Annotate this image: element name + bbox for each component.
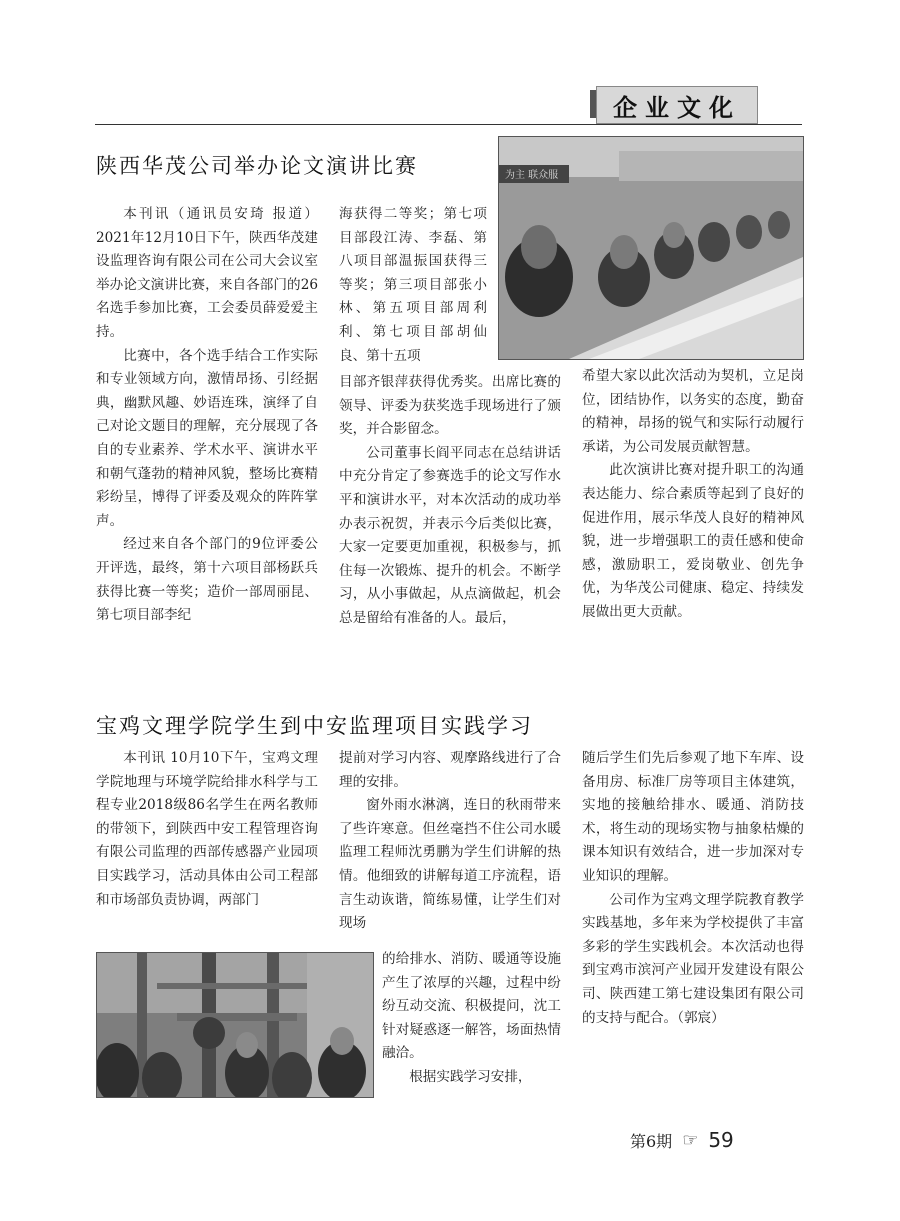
article1-paragraph: 本刊讯（通讯员安琦 报道）2021年12月10日下午，陕西华茂建设监理咨询有限公司在公司大会议室举办论文演讲比赛，来自各部门的26名选手参加比赛，工会委员薛爱爱主持。 <box>96 206 318 340</box>
article2-paragraph: 窗外雨水淋漓，连日的秋雨带来了些许寒意。但丝毫挡不住公司水暖监理工程师沈勇鹏为学生们讲解的热情。他细致的讲解每道工序流程，语言生动诙谐，简练易懂，让学生们对现场 <box>339 797 561 932</box>
site-visit-photo-image <box>97 953 373 1097</box>
photo-banner-text: 为主 联众服 <box>505 170 559 181</box>
article1-paragraph: 海获得二等奖；第七项目部段江涛、李磊、第八项目部温振国获得三等奖；第三项目部张小林、第五项目部周利利、第七项目部胡仙良、第十五项 <box>339 206 487 364</box>
article1-photo <box>498 136 804 360</box>
article1-column-2-bottom <box>339 371 561 691</box>
article2-column-1 <box>96 747 318 947</box>
section-label: 企业文化 <box>613 93 741 122</box>
article1-paragraph: 经过来自各个部门的9位评委公开评选，最终，第十六项目部杨跃兵获得比赛一等奖；造价一部周丽昆、第七项目部李纪 <box>96 536 318 624</box>
article2-paragraph: 提前对学习内容、观摩路线进行了合理的安排。 <box>339 750 561 790</box>
article2-paragraph: 随后学生们先后参观了地下车库、设备用房、标准厂房等项目主体建筑，实地的接触给排水、暖通、消防技术，将生动的现场实物与抽象枯燥的课本知识有效结合，进一步加深对专业知识的理解。 <box>582 750 804 884</box>
article2-photo <box>96 952 374 1098</box>
article2-paragraph: 本刊讯 10月10下午，宝鸡文理学院地理与环境学院给排水科学与工程专业2018级86名学生在两名教师的带领下，到陕西中安工程管理咨询有限公司监理的西部传感器产业园项目实践学习，活动具体由公司工程部和市场部负责协调，两部门 <box>96 750 318 908</box>
issue-number: 第6期 <box>630 1131 673 1151</box>
article1-column-1 <box>96 203 318 683</box>
article1-title: 陕西华茂公司举办论文演讲比赛 <box>96 154 418 178</box>
article2-paragraph: 的给排水、消防、暖通等设施产生了浓厚的兴趣，过程中纷纷互动交流、积极提问，沈工针对疑惑逐一解答，场面热情融洽。 <box>382 951 561 1062</box>
article2-title: 宝鸡文理学院学生到中安监理项目实践学习 <box>96 714 533 738</box>
header-divider <box>95 124 802 125</box>
page-footer <box>630 1128 734 1152</box>
article2-column-2-top <box>339 747 561 947</box>
pointing-hand-icon: ☞ <box>682 1129 699 1151</box>
article1-paragraph: 希望大家以此次活动为契机，立足岗位，团结协作，以务实的态度，勤奋的精神，昂扬的锐气和实际行动履行承诺，为公司发展贡献智慧。 <box>582 368 804 455</box>
article1-paragraph: 比赛中，各个选手结合工作实际和专业领域方向，激情昂扬、引经据典，幽默风趣、妙语连珠，演绎了自己对论文题目的理解，充分展现了各自的专业素养、学术水平、演讲水平和朝气蓬勃的精神风貌，整场比赛精彩纷呈，博得了评委及观众的阵阵掌声。 <box>96 347 318 529</box>
article1-paragraph: 公司董事长阎平同志在总结讲话中充分肯定了参赛选手的论文写作水平和演讲水平，对本次活动的成功举办表示祝贺，并表示今后类似比赛，大家一定要更加重视，积极参与，抓住每一次锻炼、提升的机会。不断学习，从小事做起，从点滴做起，机会总是留给有准备的人。最后， <box>339 444 561 626</box>
page-number: 59 <box>708 1128 734 1152</box>
article1-column-2-top <box>339 203 487 368</box>
article2-paragraph: 根据实践学习安排， <box>409 1068 532 1085</box>
article2-column-2-bottom <box>382 948 561 1103</box>
article1-paragraph: 目部齐银萍获得优秀奖。出席比赛的领导、评委为获奖选手现场进行了颁奖，并合影留念。 <box>339 374 561 438</box>
meeting-photo-image <box>499 137 803 359</box>
article1-column-3 <box>582 365 804 690</box>
article2-paragraph: 公司作为宝鸡文理学院教育教学实践基地，多年来为学校提供了丰富多彩的学生实践机会。本次活动也得到宝鸡市滨河产业园开发建设有限公司、陕西建工第七建设集团有限公司的支持与配合。（郭宸） <box>582 891 804 1026</box>
article2-column-3 <box>582 747 804 1107</box>
article1-paragraph: 此次演讲比赛对提升职工的沟通表达能力、综合素质等起到了良好的促进作用，展示华茂人良好的精神风貌，进一步增强职工的责任感和使命感，激励职工，爱岗敬业、创先争优，为华茂公司健康、稳定、持续发展做出更大贡献。 <box>582 462 804 620</box>
section-tab <box>596 86 758 124</box>
